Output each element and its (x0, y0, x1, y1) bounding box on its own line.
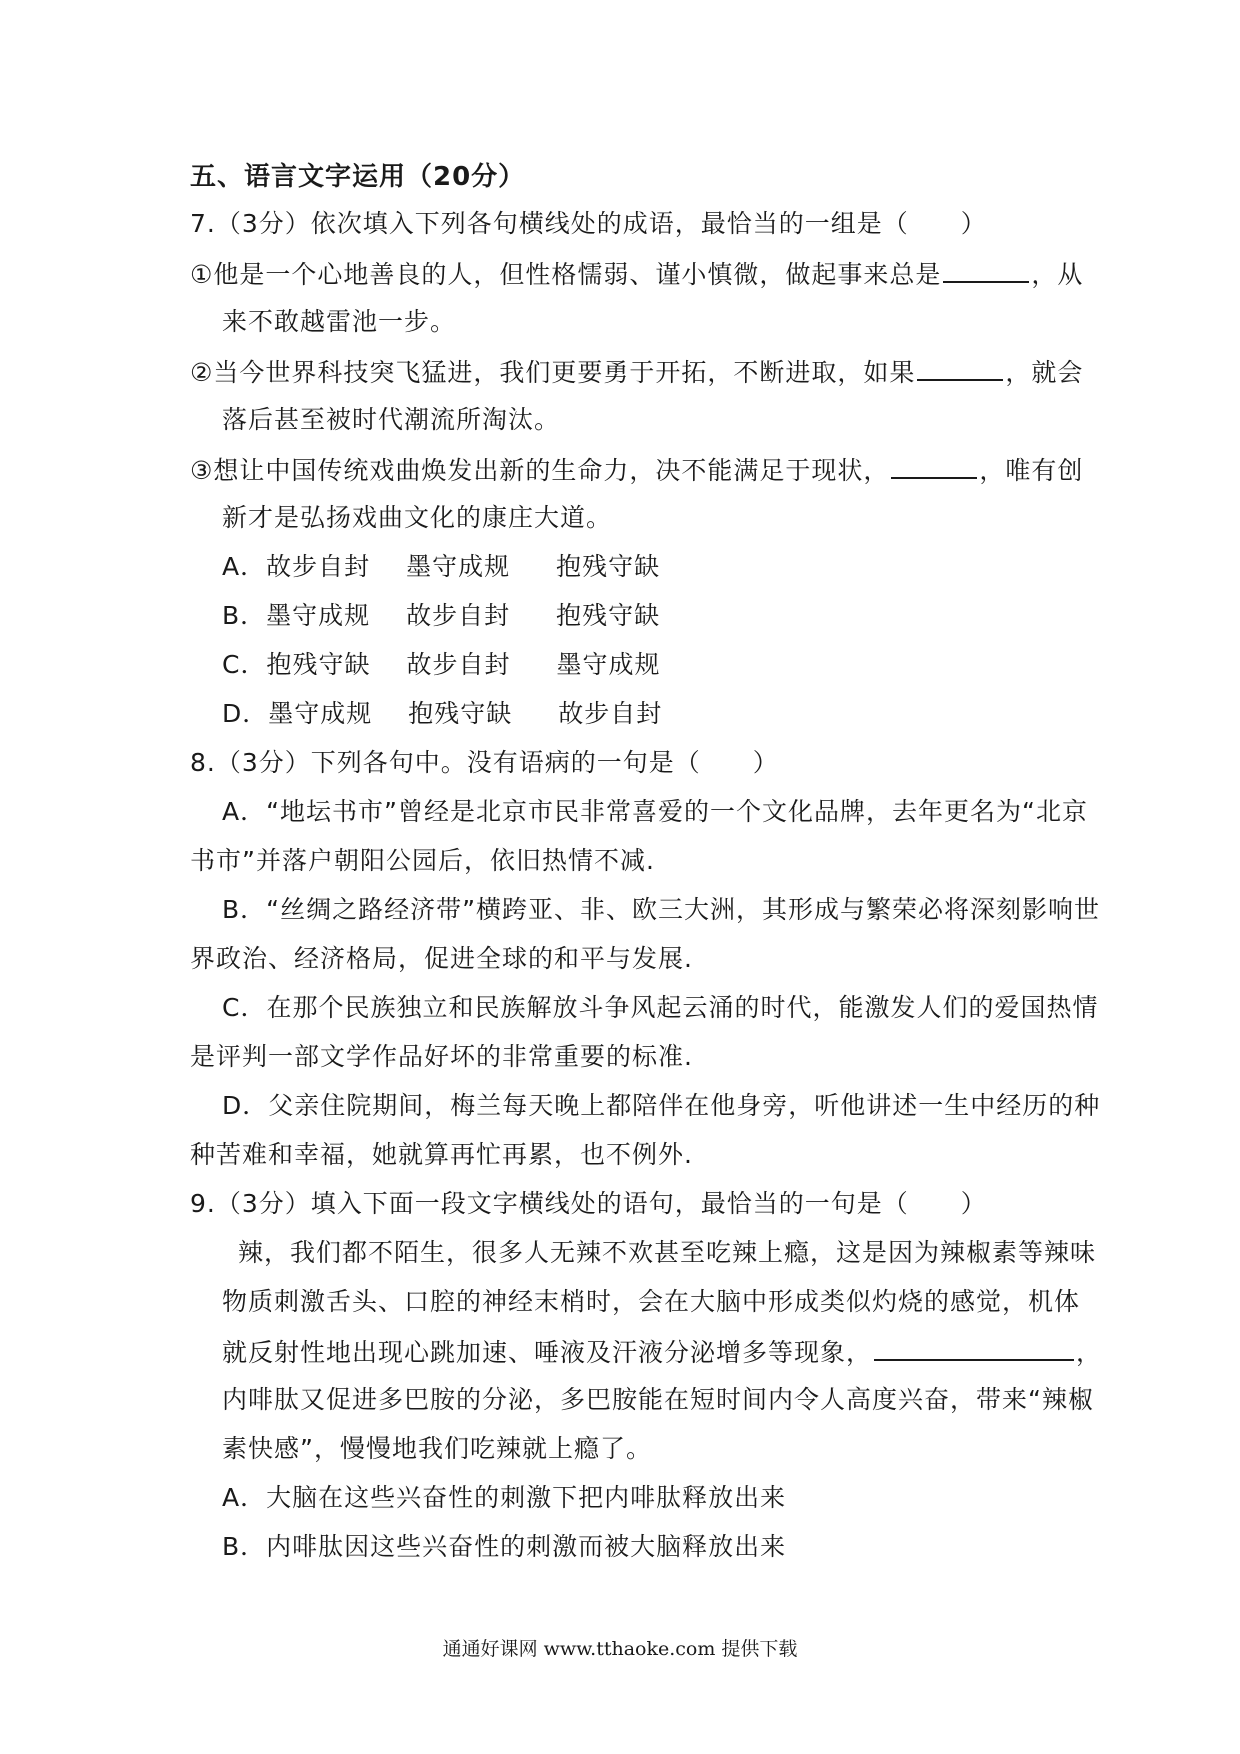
q9-passage-line4: 内啡肽又促进多巴胺的分泌，多巴胺能在短时间内令人高度兴奋，带来“辣椒 (222, 1385, 1094, 1414)
answer-blank (943, 257, 1029, 283)
q7-sentence-2 (190, 355, 1083, 389)
q7-s1-text: ①他是一个心地善良的人，但性格懦弱、谨小慎微，做起事来总是 (190, 260, 942, 289)
option-word: 抱残守缺 (556, 601, 661, 630)
q8-option-c-line2: 是评判一部文学作品好坏的非常重要的标准. (190, 1042, 693, 1071)
q8-option-b-line2: 界政治、经济格局，促进全球的和平与发展. (190, 944, 693, 973)
q7-option-b (222, 600, 660, 632)
q7-s1-continued: 来不敢越雷池一步。 (222, 307, 457, 336)
q9-option-a: A．大脑在这些兴奋性的刺激下把内啡肽释放出来 (222, 1483, 787, 1512)
answer-blank (874, 1335, 1074, 1361)
option-word: 抱残守缺 (408, 699, 513, 728)
q7-s3-tail: ，唯有创 (979, 456, 1084, 485)
q7-s2-text: ②当今世界科技突飞猛进，我们更要勇于开拓，不断进取，如果 (190, 358, 916, 387)
q8-option-a-line2: 书市”并落户朝阳公园后，依旧热情不减. (190, 846, 655, 875)
q9-passage-line1: 辣，我们都不陌生，很多人无辣不欢甚至吃辣上瘾，这是因为辣椒素等辣味 (238, 1238, 1097, 1267)
q7-s1-tail: ，从 (1031, 260, 1084, 289)
section-title: 五、语言文字运用（20分） (190, 162, 526, 192)
q7-option-d (222, 698, 662, 730)
option-word: 抱残守缺 (266, 650, 371, 679)
answer-blank (917, 355, 1003, 381)
q7-s2-continued: 落后甚至被时代潮流所淘汰。 (222, 405, 561, 434)
option-word: 抱残守缺 (556, 552, 661, 581)
answer-blank (891, 453, 977, 479)
q8-option-d-line2: 种苦难和幸福，她就算再忙再累，也不例外. (190, 1140, 693, 1169)
q7-s3-continued: 新才是弘扬戏曲文化的康庄大道。 (222, 503, 613, 532)
q8-option-c-line1: C．在那个民族独立和民族解放斗争风起云涌的时代，能激发人们的爱国热情 (222, 993, 1099, 1022)
q7-sentence-1 (190, 257, 1083, 291)
option-label: D． (222, 699, 269, 728)
option-word: 故步自封 (406, 601, 511, 630)
q9-passage-line5: 素快感”，慢慢地我们吃辣就上瘾了。 (222, 1434, 652, 1463)
option-word: 故步自封 (406, 650, 511, 679)
option-word: 墨守成规 (406, 552, 511, 581)
option-label: B． (222, 601, 267, 630)
q9-stem: 9.（3分）填入下面一段文字横线处的语句，最恰当的一句是（ ） (190, 1189, 987, 1218)
q7-option-a (222, 551, 660, 583)
q9-passage-text: 就反射性地出现心跳加速、唾液及汗液分泌增多等现象， (222, 1338, 873, 1367)
option-word: 墨守成规 (268, 699, 373, 728)
q8-option-d-line1: D．父亲住院期间，梅兰每天晚上都陪伴在他身旁，听他讲述一生中经历的种 (222, 1091, 1101, 1120)
q7-sentence-3 (190, 453, 1083, 487)
q9-passage-comma: ， (1076, 1338, 1103, 1367)
q8-stem: 8.（3分）下列各句中。没有语病的一句是（ ） (190, 748, 779, 777)
option-label: C． (222, 650, 267, 679)
option-word: 墨守成规 (266, 601, 371, 630)
q8-option-a-line1: A．“地坛书市”曾经是北京市民非常喜爱的一个文化品牌，去年更名为“北京 (222, 797, 1088, 826)
option-word: 故步自封 (558, 699, 663, 728)
q9-passage-line3 (222, 1335, 1102, 1369)
option-word: 故步自封 (266, 552, 371, 581)
q7-option-c (222, 649, 660, 681)
q7-stem: 7.（3分）依次填入下列各句横线处的成语，最恰当的一组是（ ） (190, 209, 987, 238)
q7-s3-text: ③想让中国传统戏曲焕发出新的生命力，决不能满足于现状， (190, 456, 890, 485)
page-footer: 通通好课网 www.tthaoke.com 提供下载 (442, 1638, 798, 1660)
option-word: 墨守成规 (556, 650, 661, 679)
q8-option-b-line1: B．“丝绸之路经济带”横跨亚、非、欧三大洲，其形成与繁荣必将深刻影响世 (222, 895, 1101, 924)
q9-passage-line2: 物质刺激舌头、口腔的神经末梢时，会在大脑中形成类似灼烧的感觉，机体 (222, 1287, 1081, 1316)
option-label: A． (222, 552, 267, 581)
q9-option-b: B．内啡肽因这些兴奋性的刺激而被大脑释放出来 (222, 1532, 787, 1561)
q7-s2-tail: ，就会 (1005, 358, 1084, 387)
